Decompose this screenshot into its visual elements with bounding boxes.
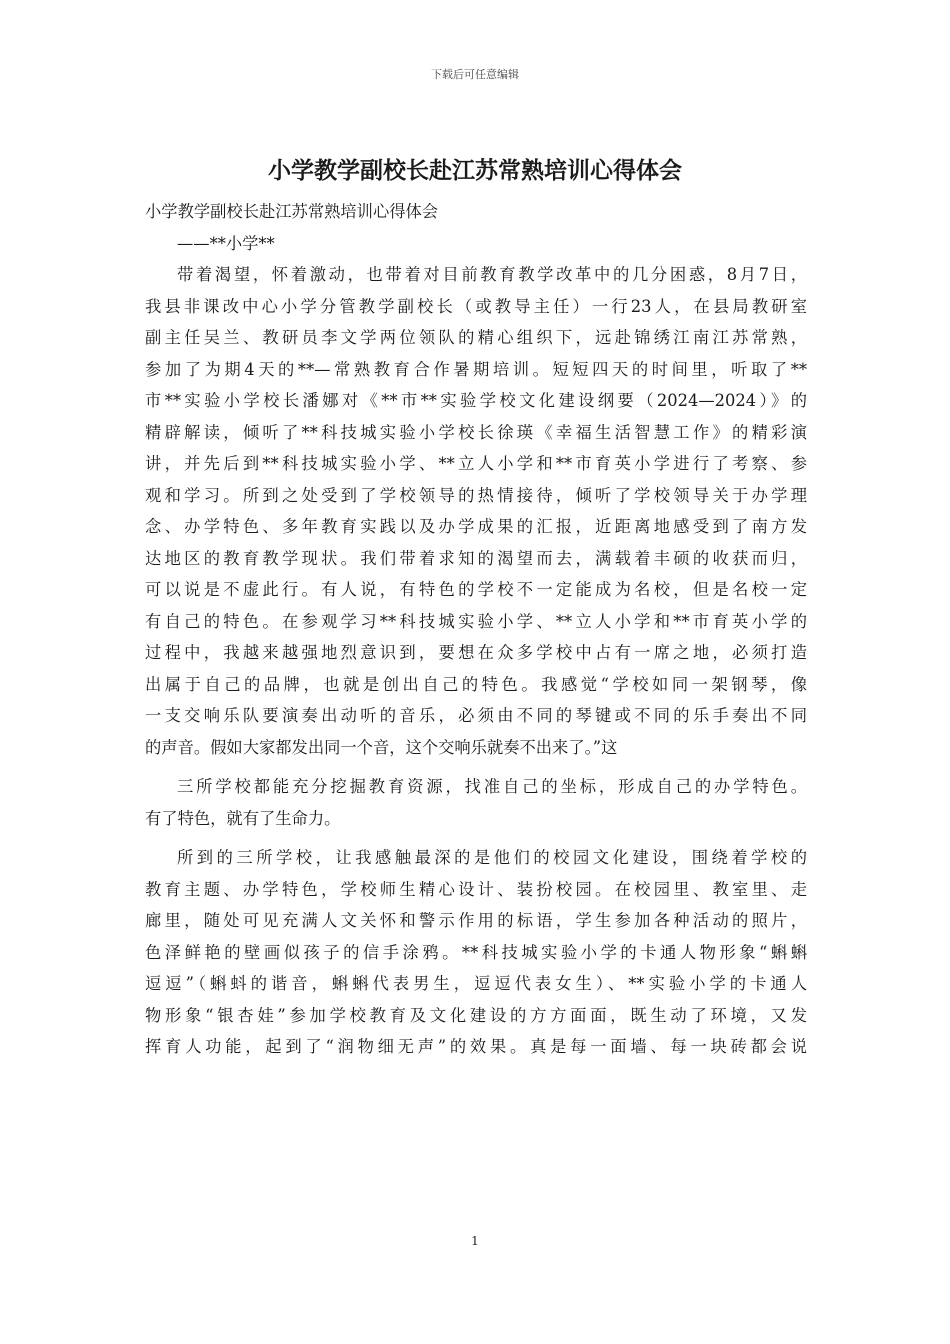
paragraph-2: 三所学校都能充分挖掘教育资源，找准自己的坐标，形成自己的办学特色。 有了特色，就有了生命力。 — [145, 777, 807, 828]
page-header-note: 下载后可任意编辑 — [431, 68, 519, 81]
document-subtitle: 小学教学副校长赴江苏常熟培训心得体会 — [145, 202, 439, 221]
document-author: ——**小学** — [177, 233, 275, 253]
document-title: 小学教学副校长赴江苏常熟培训心得体会 — [268, 157, 682, 184]
page-number: 1 — [471, 1234, 479, 1248]
document-body — [145, 196, 807, 1063]
paragraph-3: 所到的三所学校，让我感触最深的是他们的校园文化建设，围绕着学校的 教育主题、办学特色，学校师生精心设计、装扮校园。在校园里、教室里、走 廊里，随处可见充满人文关怀和警示作用的标语，学生参加各种活动的照片， 色泽鲜艳的壁画似孩子的信手涂鸦。**科技城实验小学的卡通人物形象“蝌蝌 逗逗”（蝌蚪的谐音，蝌蝌代表男生，逗逗代表女生）、**实验小学的卡通人 物形象“银杏娃”参加学校教育及文化建设的方方面面，既生动了环境，又发 挥育人功能，起到了“润物细无声”的效果。真是每一面墙、每一块砖都会说 — [145, 848, 807, 1056]
paragraph-1: 带着渴望，怀着激动，也带着对目前教育教学改革中的几分困惑，8月7日， 我县非课改中心小学分管教学副校长（或教导主任）一行23人，在县局教研室 副主任吴兰、教研员李文学两位领队的精心组织下，远赴锦绣江南江苏常熟， 参加了为期4天的**—常熟教育合作暑期培训。短短四天的时间里，听取了** 市**实验小学校长潘娜对《**市**实验学校文化建设纲要（2024—2024）》的 精辟解读，倾听了**科技城实验小学校长徐瑛《幸福生活智慧工作》的精彩演 讲，并先后到**科技城实验小学、**立人小学和**市育英小学进行了考察、参 观和学习。所到之处受到了学校领导的热情接待，倾听了学校领导关于办学理 念、办学特色、多年教育实践以及办学成果的汇报，近距离地感受到了南方发 达地区的教育教学现状。我们带着求知的渴望而去，满载着丰硕的收获而归， 可以说是不虚此行。有人说，有特色的学校不一定能成为名校，但是名校一定 有自己的特色。在参观学习**科技城实验小学、**立人小学和**市育英小学的 过程中，我越来越强地烈意识到，要想在众多学校中占有一席之地，必须打造 出属于自己的品牌，也就是创出自己的特色。我感觉“学校如同一架钢琴，像 一支交响乐队要演奏出动听的音乐，必须由不同的琴键或不同的乐手奏出不同 的声音。假如大家都发出同一个音，这个交响乐就奏不出来了。”这 — [145, 265, 807, 757]
